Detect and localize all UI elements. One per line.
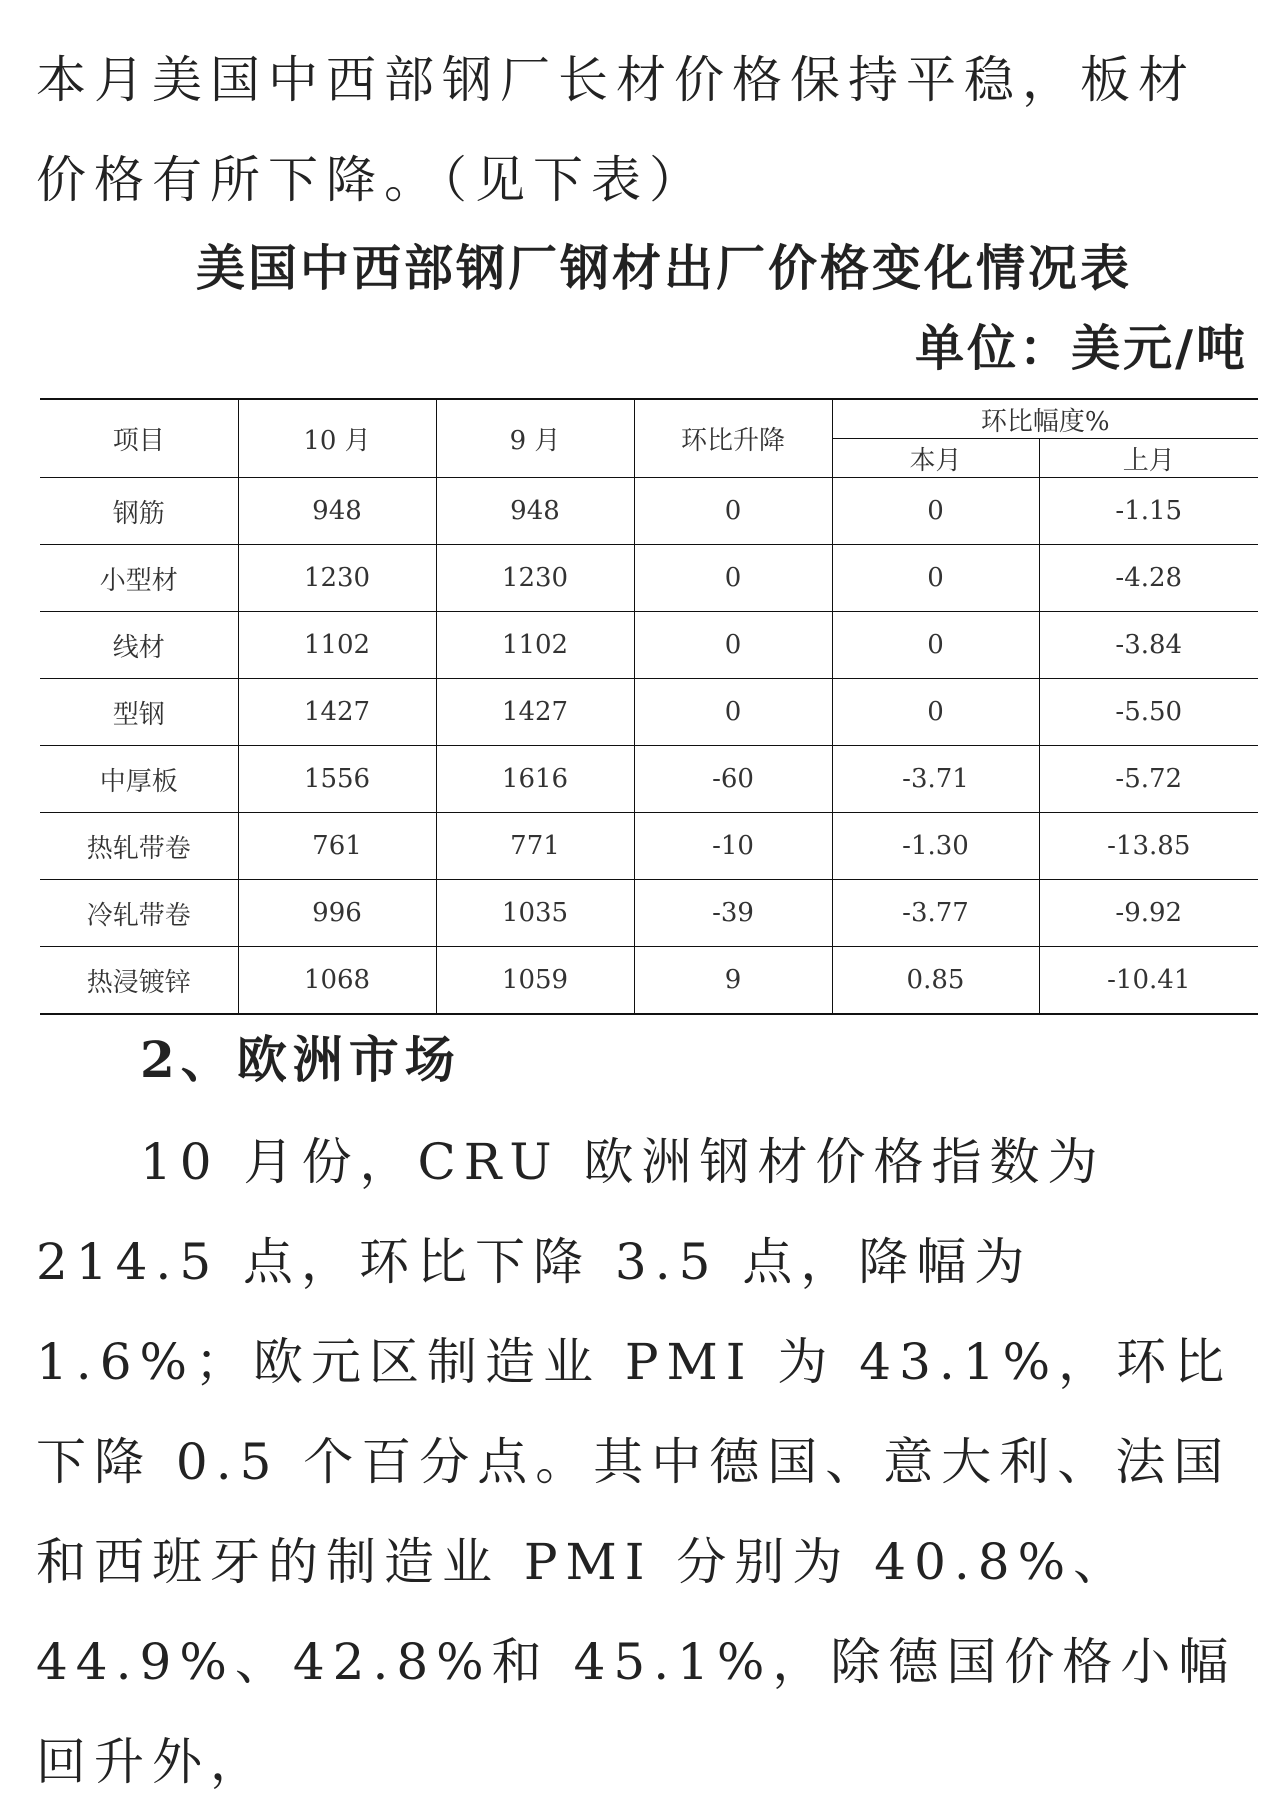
cell-change: 0 <box>634 545 832 612</box>
cell-last-month: -3.84 <box>1039 612 1258 679</box>
header-oct: 10 月 <box>238 399 436 478</box>
header-item: 项目 <box>40 399 238 478</box>
section-paragraph-text: 10 月份，CRU 欧洲钢材价格指数为 214.5 点，环比下降 3.5 点，降幅为 1.6%；欧元区制造业 PMI 为 43.1%，环比下降 0.5 个百分点。其中德国、意大利、法国和西班牙的制造业 PMI 分别为 40.8%、44.9%、42.8%和 45.1%，除德国价格小幅回升外， <box>36 1133 1237 1791</box>
table-row <box>40 679 1258 746</box>
table-row <box>40 880 1258 947</box>
table-row <box>40 813 1258 880</box>
table-row <box>40 746 1258 813</box>
cell-sep: 771 <box>436 813 634 880</box>
cell-last-month: -10.41 <box>1039 947 1258 1015</box>
cell-change: -60 <box>634 746 832 813</box>
cell-change: 0 <box>634 478 832 545</box>
cell-last-month: -13.85 <box>1039 813 1258 880</box>
cell-sep: 1035 <box>436 880 634 947</box>
intro-paragraph: 本月美国中西部钢厂长材价格保持平稳，板材价格有所下降。（见下表） <box>36 51 1196 209</box>
cell-last-month: -5.50 <box>1039 679 1258 746</box>
cell-change: 0 <box>634 612 832 679</box>
cell-sep: 1230 <box>436 545 634 612</box>
cell-oct: 1102 <box>238 612 436 679</box>
cell-name: 小型材 <box>40 545 238 612</box>
section-heading: 2、欧洲市场 <box>140 1030 461 1089</box>
cell-name: 型钢 <box>40 679 238 746</box>
header-last-month: 上月 <box>1039 439 1258 478</box>
cell-this-month: 0 <box>832 612 1039 679</box>
cell-change: -10 <box>634 813 832 880</box>
table-row <box>40 478 1258 545</box>
cell-oct: 1068 <box>238 947 436 1015</box>
cell-oct: 1427 <box>238 679 436 746</box>
cell-this-month: 0 <box>832 545 1039 612</box>
cell-this-month: -3.77 <box>832 880 1039 947</box>
cell-oct: 761 <box>238 813 436 880</box>
table-unit: 单位：美元/吨 <box>915 320 1248 377</box>
cell-this-month: -3.71 <box>832 746 1039 813</box>
cell-name: 热浸镀锌 <box>40 947 238 1015</box>
cell-last-month: -5.72 <box>1039 746 1258 813</box>
table-title: 美国中西部钢厂钢材出厂价格变化情况表 <box>195 240 1132 297</box>
price-table <box>40 398 1258 1015</box>
cell-oct: 996 <box>238 880 436 947</box>
cell-sep: 948 <box>436 478 634 545</box>
cell-name: 热轧带卷 <box>40 813 238 880</box>
cell-this-month: 0.85 <box>832 947 1039 1015</box>
cell-last-month: -1.15 <box>1039 478 1258 545</box>
cell-name: 钢筋 <box>40 478 238 545</box>
cell-sep: 1059 <box>436 947 634 1015</box>
table-row <box>40 612 1258 679</box>
cell-name: 线材 <box>40 612 238 679</box>
cell-name: 中厚板 <box>40 746 238 813</box>
header-this-month: 本月 <box>832 439 1039 478</box>
cell-oct: 948 <box>238 478 436 545</box>
cell-change: -39 <box>634 880 832 947</box>
cell-oct: 1230 <box>238 545 436 612</box>
table-row <box>40 545 1258 612</box>
cell-change: 9 <box>634 947 832 1015</box>
cell-last-month: -9.92 <box>1039 880 1258 947</box>
cell-this-month: 0 <box>832 679 1039 746</box>
cell-change: 0 <box>634 679 832 746</box>
section-paragraph <box>36 1112 1246 1812</box>
table-row <box>40 947 1258 1015</box>
header-change: 环比升降 <box>634 399 832 478</box>
cell-sep: 1102 <box>436 612 634 679</box>
cell-last-month: -4.28 <box>1039 545 1258 612</box>
cell-sep: 1427 <box>436 679 634 746</box>
cell-sep: 1616 <box>436 746 634 813</box>
cell-oct: 1556 <box>238 746 436 813</box>
cell-name: 冷轧带卷 <box>40 880 238 947</box>
cell-this-month: 0 <box>832 478 1039 545</box>
header-pct-group: 环比幅度% <box>832 399 1258 439</box>
cell-this-month: -1.30 <box>832 813 1039 880</box>
header-sep: 9 月 <box>436 399 634 478</box>
